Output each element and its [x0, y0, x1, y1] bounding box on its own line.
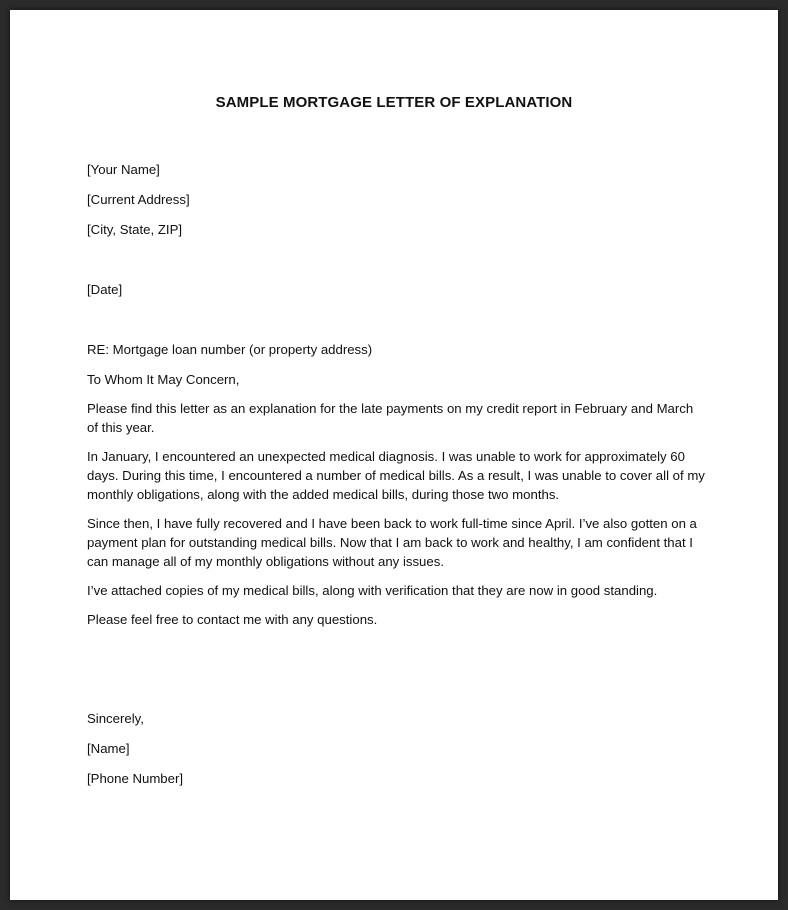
sender-city-state-zip: [City, State, ZIP] — [87, 222, 183, 237]
paragraph-3: Since then, I have fully recovered and I have been back to work full-time since April. I’ve also gotten on a payment plan for outstanding medical bills. Now that I am back to work and healthy, I am confident that I can manage all of my monthly obligations without any issues. — [87, 516, 697, 569]
signature-name: [Name] — [87, 741, 130, 756]
sender-name: [Your Name] — [87, 162, 160, 177]
paragraph-2: In January, I encountered an unexpected medical diagnosis. I was unable to work for approximately 60 days. During this time, I encountered a number of medical bills. As a result, I was unable to cover all of my monthly obligations, along with the added medical bills, during those two months. — [87, 449, 705, 502]
document-title: SAMPLE MORTGAGE LETTER OF EXPLANATION — [215, 94, 573, 111]
paragraph-1: Please find this letter as an explanation for the late payments on my credit report in February and March of this year. — [87, 401, 694, 435]
letter-body — [87, 160, 707, 788]
paragraph-4: I’ve attached copies of my medical bills, along with verification that they are now in good standing. — [87, 583, 658, 598]
re-line: RE: Mortgage loan number (or property address) — [87, 342, 373, 357]
letter-date: [Date] — [87, 282, 123, 297]
sender-address: [Current Address] — [87, 192, 190, 207]
closing: Sincerely, — [87, 711, 144, 726]
signature-phone: [Phone Number] — [87, 771, 184, 786]
document-page — [10, 10, 778, 900]
paragraph-5: Please feel free to contact me with any questions. — [87, 612, 378, 627]
salutation: To Whom It May Concern, — [87, 372, 240, 387]
